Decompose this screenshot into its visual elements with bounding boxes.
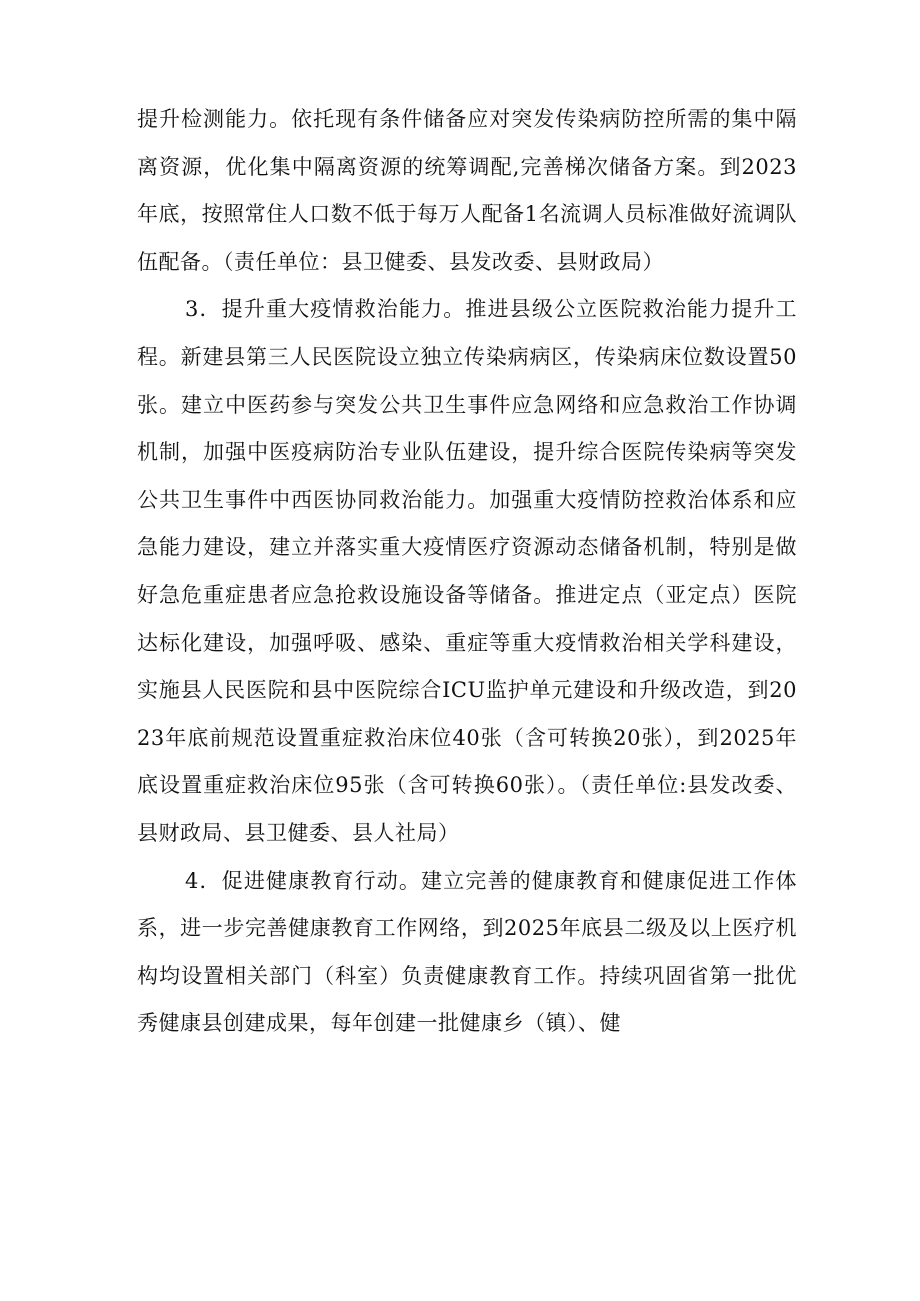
paragraph-health-education: 4．促进健康教育行动。建立完善的健康教育和健康促进工作体系，进一步完善健康教育工作网络，到2025年底县二级及以上医疗机构均设置相关部门（科室）负责健康教育工作。持续巩固省第一批优秀健康县创建成果，每年创建一批健康乡（镇）、健 bbox=[137, 868, 797, 1036]
paragraph-epidemic-treatment: 3．提升重大疫情救治能力。推进县级公立医院救治能力提升工程。新建县第三人民医院设立独立传染病病区，传染病床位数设置50张。建立中医药参与突发公共卫生事件应急网络和应急救治工作协调机制，加强中医疫病防治专业队伍建设，提升综合医院传染病等突发公共卫生事件中西医协同救治能力。加强重大疫情防控救治体系和应急能力建设，建立并落实重大疫情医疗资源动态储备机制，特别是做好急危重症患者应急抢救设施设备等储备。推进定点（亚定点）医院达标化建设，加强呼吸、感染、重症等重大疫情救治相关学科建设，实施县人民医院和县中医院综合ICU监护单元建设和升级改造，到2023年底前规范设置重症救治床位40张（含可转换20张），到2025年底设置重症救治床位95张（含可转换60张）。（责任单位:县发改委、县财政局、县卫健委、县人社局） bbox=[137, 297, 797, 845]
paragraph-detection-capacity: 提升检测能力。依托现有条件储备应对突发传染病防控所需的集中隔离资源，优化集中隔离资源的统筹调配,完善梯次储备方案。到2023年底，按照常住人口数不低于每万人配备1名流调人员标准做好流调队伍配备。（责任单位：县卫健委、县发改委、县财政局） bbox=[137, 107, 797, 274]
document-body bbox=[137, 96, 797, 1048]
